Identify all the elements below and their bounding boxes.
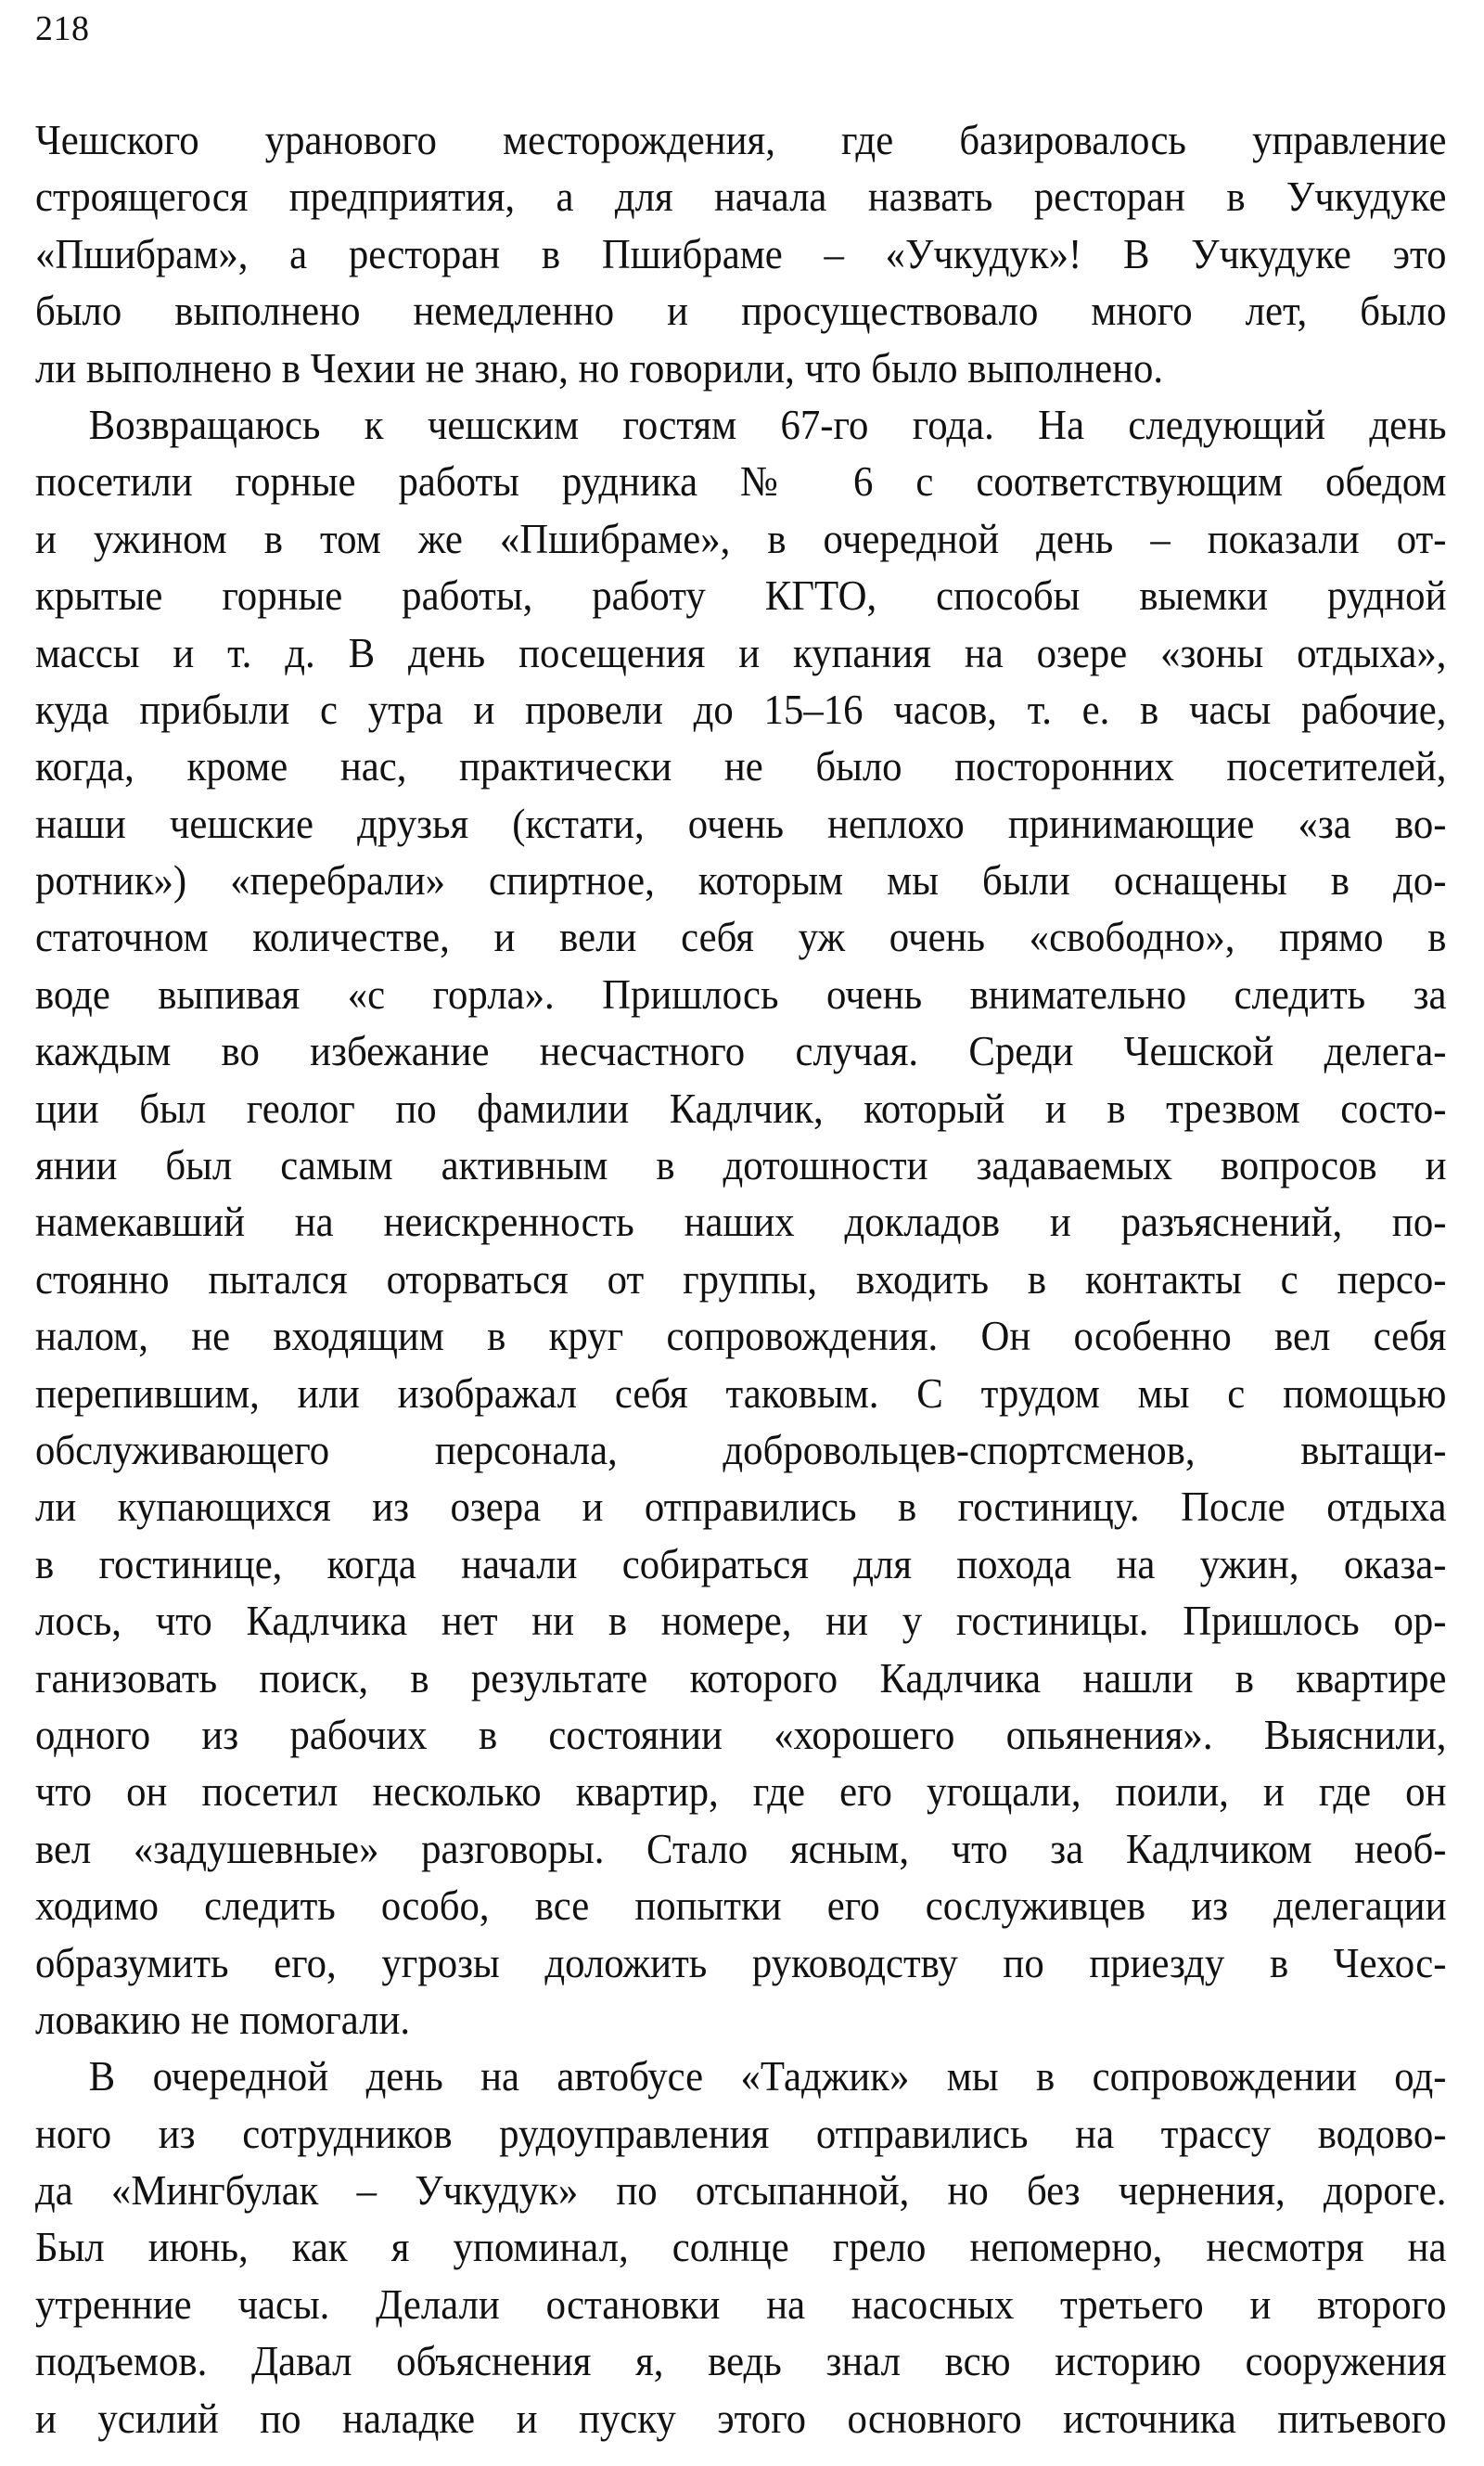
text-line: массы и т. д. В день посещения и купания на озере «зоны отдыха», [35, 628, 1447, 676]
text-line: куда прибыли с утра и провели до 15–16 часов, т. е. в часы рабочие, [35, 685, 1447, 733]
text-line: строящегося предприятия, а для начала назвать ресторан в Учкудуке [35, 173, 1447, 221]
text-line: обслуживающего персонала, добровольцев-спортсменов, вытащи- [35, 1425, 1447, 1473]
text-line: ганизовать поиск, в результате которого Кадлчика нашли в квартире [35, 1653, 1447, 1702]
text-line: ротник») «перебрали» спиртное, которым мы были оснащены в до- [35, 856, 1447, 905]
text-line: каждым во избежание несчастного случая. Среди Чешской делега- [35, 1027, 1447, 1075]
text-line: посетили горные работы рудника № 6 с соответствующим обедом [35, 457, 1447, 506]
text-line: одного из рабочих в состоянии «хорошего опьянения». Выяснили, [35, 1710, 1447, 1758]
text-line: ли купающихся из озера и отправились в гостиницу. После отдыха [35, 1483, 1447, 1531]
book-page [35, 0, 1447, 2466]
text-line: и ужином в том же «Пшибраме», в очередной день – показали от- [35, 514, 1447, 562]
text-line: перепившим, или изображал себя таковым. С трудом мы с помощью [35, 1368, 1447, 1417]
text-line: стоянно пытался оторваться от группы, входить в контакты с персо- [35, 1254, 1447, 1303]
text-line: вел «задушевные» разговоры. Стало ясным, что за Кадлчиком необ- [35, 1824, 1447, 1872]
text-line: янии был самым активным в дотошности задаваемых вопросов и [35, 1141, 1447, 1189]
text-line: было выполнено немедленно и просуществовало много лет, было [35, 287, 1447, 335]
text-line: в гостинице, когда начали собираться для похода на ужин, оказа- [35, 1539, 1447, 1587]
body-text [35, 111, 1447, 2447]
page-number: 218 [35, 9, 90, 48]
text-line: и усилий по наладке и пуску этого основного источника питьевого [35, 2394, 1447, 2442]
text-line: образумить его, угрозы доложить руководству по приезду в Чехос- [35, 1938, 1447, 1986]
text-line: намекавший на неискренность наших докладов и разъяснений, по- [35, 1198, 1447, 1246]
text-line: Был июнь, как я упоминал, солнце грело непомерно, несмотря на [35, 2223, 1447, 2271]
text-line: когда, кроме нас, практически не было посторонних посетителей, [35, 742, 1447, 790]
text-line: ли выполнено в Чехии не знаю, но говорили, что было выполнено. [35, 343, 1164, 392]
text-line: подъемов. Давал объяснения я, ведь знал всю историю сооружения [35, 2337, 1447, 2385]
text-line: крытые горные работы, работу КГТО, способы выемки рудной [35, 572, 1447, 620]
text-line: лось, что Кадлчика нет ни в номере, ни у гостиницы. Пришлось ор- [35, 1597, 1447, 1645]
text-line: Возвращаюсь к чешским гостям 67-го года. На следующий день [88, 400, 1447, 448]
text-line: утренние часы. Делали остановки на насосных третьего и второго [35, 2280, 1447, 2328]
text-line: ного из сотрудников рудоуправления отправились на трассу водово- [35, 2109, 1447, 2157]
text-line: ции был геолог по фамилии Кадлчик, который и в трезвом состо- [35, 1084, 1447, 1132]
text-line: ловакию не помогали. [35, 1995, 411, 2043]
text-line: наши чешские друзья (кстати, очень неплохо принимающие «за во- [35, 799, 1447, 847]
text-line: статочном количестве, и вели себя уж очень «свободно», прямо в [35, 913, 1447, 961]
text-line: налом, не входящим в круг сопровождения. Он особенно вел себя [35, 1312, 1447, 1360]
text-line: да «Мингбулак – Учкудук» по отсыпанной, но без чернения, дороге. [35, 2166, 1447, 2215]
paragraph [35, 111, 1447, 396]
text-line: воде выпивая «с горла». Пришлось очень внимательно следить за [35, 970, 1447, 1018]
paragraph [35, 2048, 1447, 2447]
text-line: В очередной день на автобусе «Таджик» мы в сопровождении од- [88, 2052, 1447, 2100]
paragraph [35, 396, 1447, 2048]
text-line: ходимо следить особо, все попытки его сослуживцев из делегации [35, 1882, 1447, 1930]
text-line: «Пшибрам», а ресторан в Пшибраме – «Учкудук»! В Учкудуке это [35, 229, 1447, 277]
text-line: что он посетил несколько квартир, где его угощали, поили, и где он [35, 1767, 1447, 1816]
text-line: Чешского уранового месторождения, где базировалось управление [35, 116, 1447, 163]
